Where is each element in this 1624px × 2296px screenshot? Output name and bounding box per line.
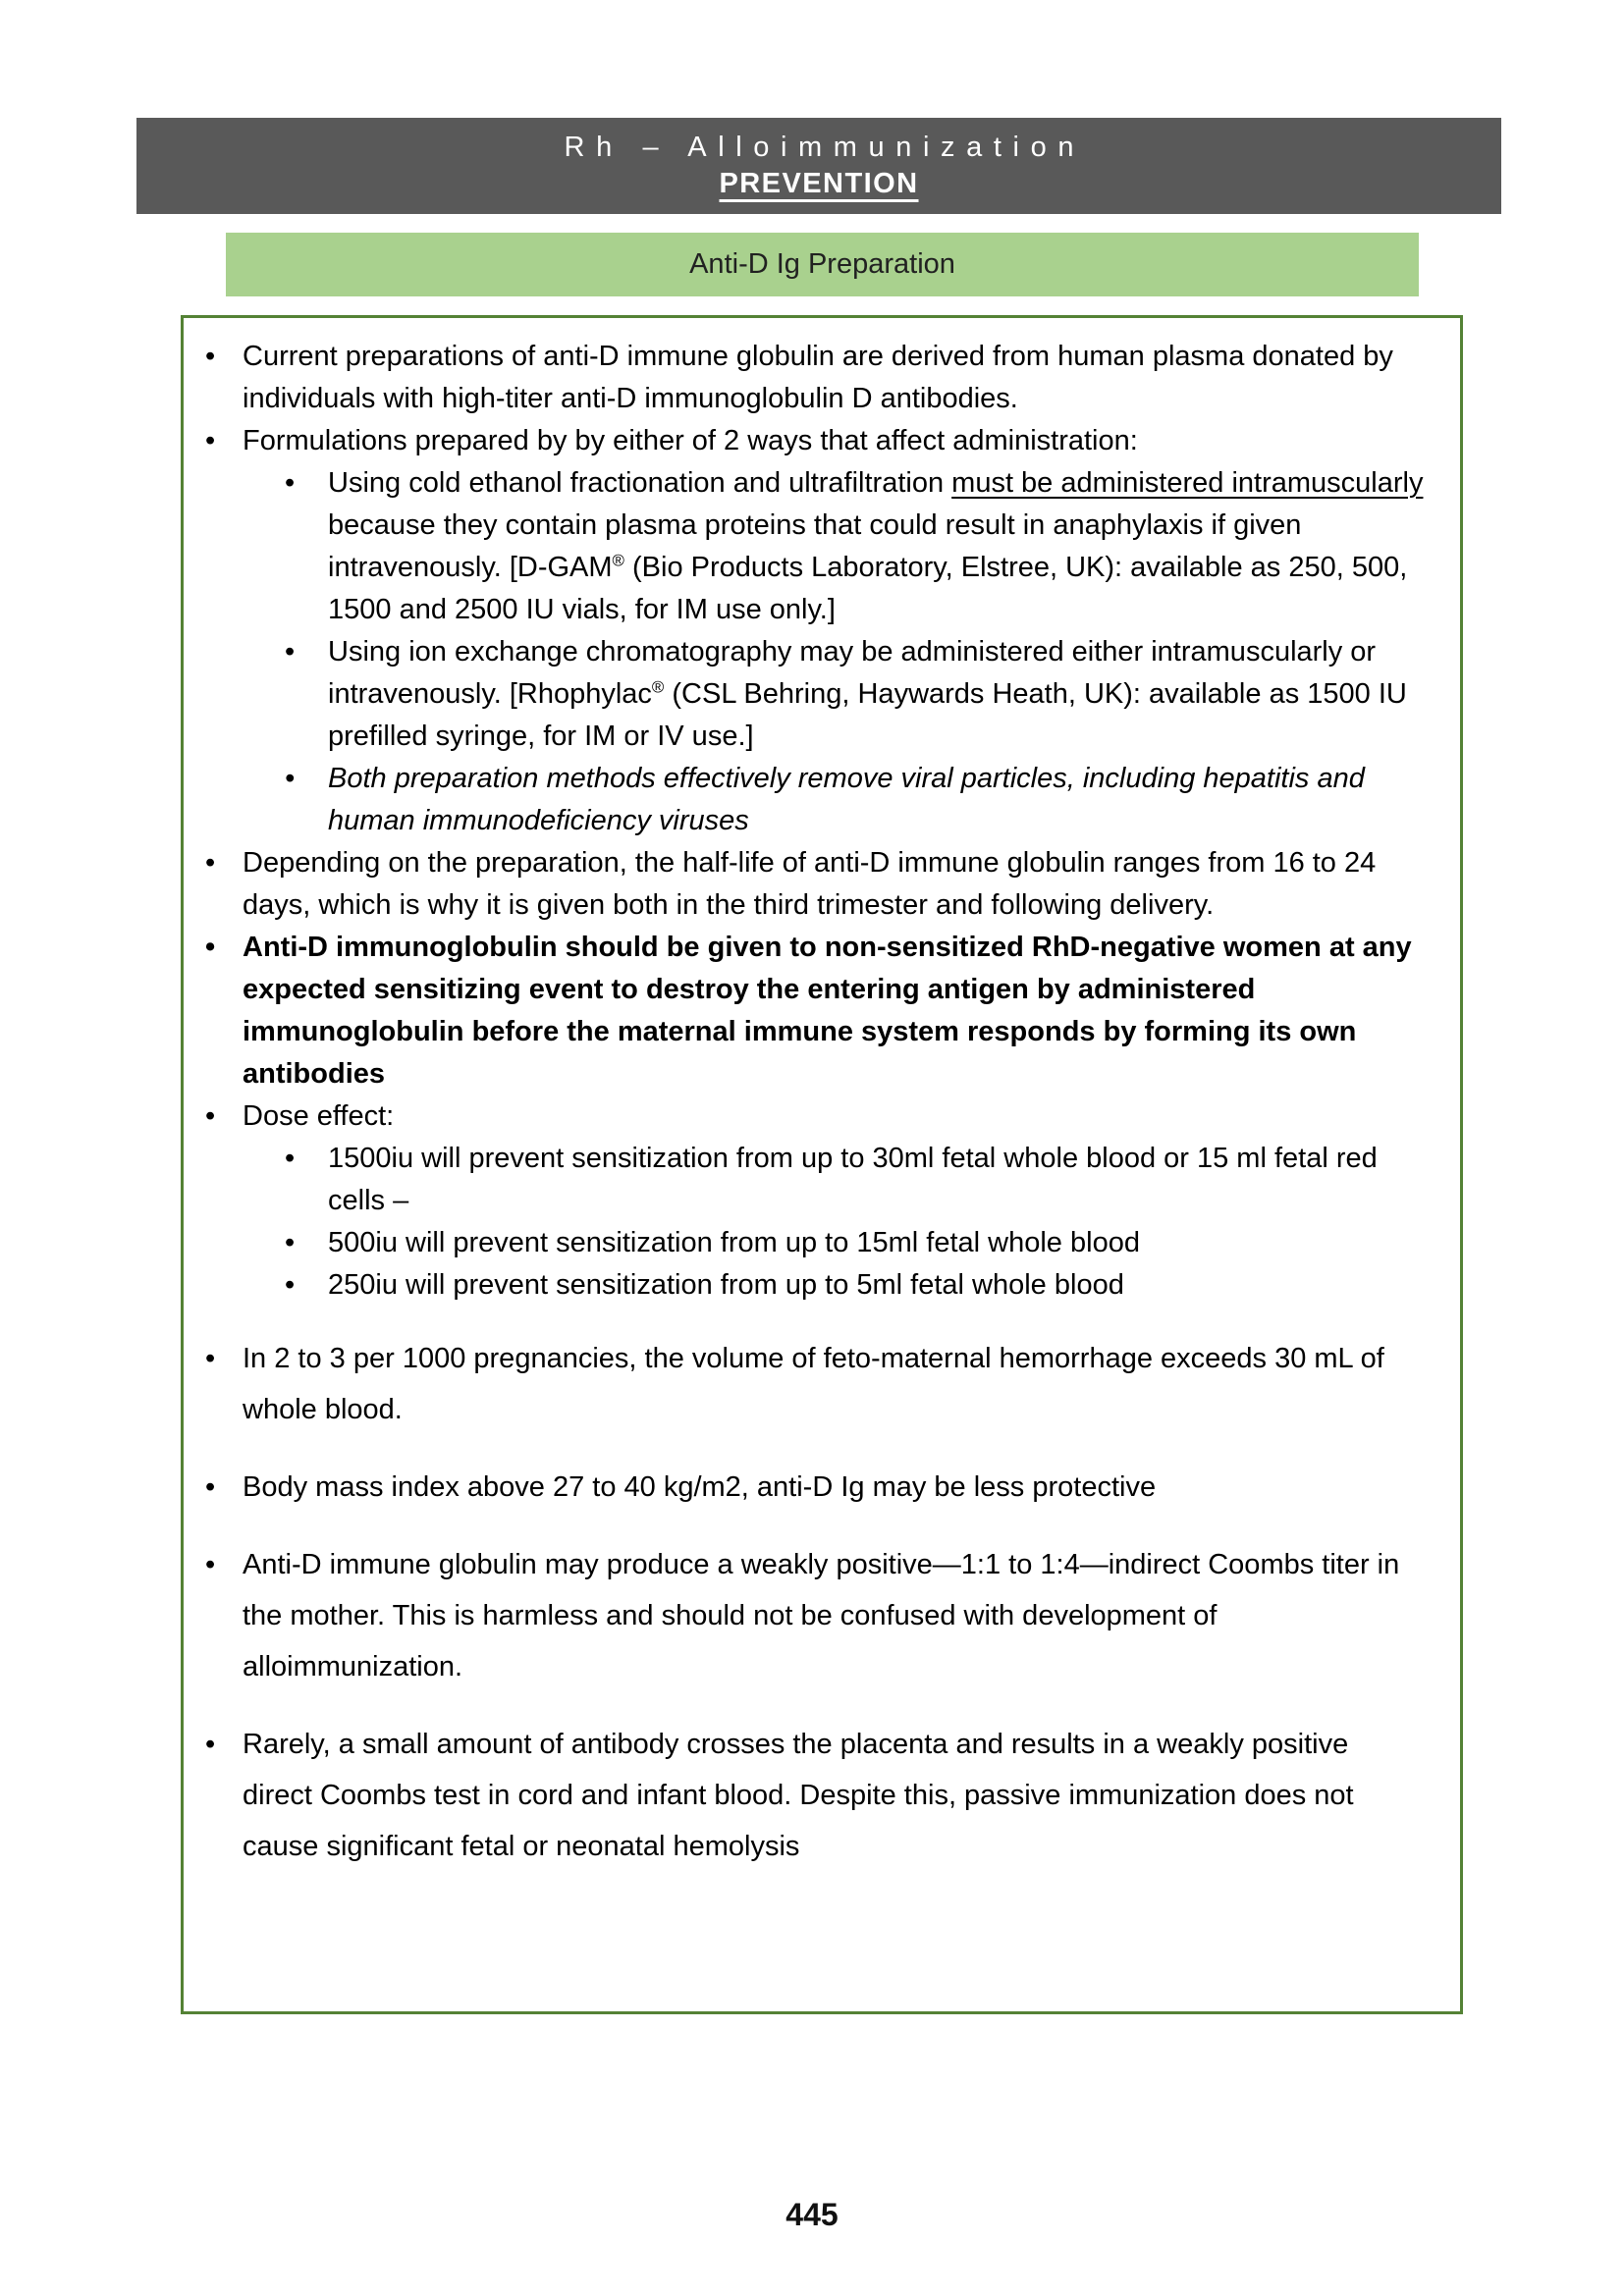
page-title: Rh – Alloimmunization [564,131,1086,163]
bullet-marker: • [285,763,296,794]
bullet-text: 500iu will prevent sensitization from up to 15ml fetal whole blood [328,1227,1140,1258]
bullet-text: Depending on the preparation, the half-life of anti-D immune globulin ranges from 16 to 24 days, which is why it is given both in the third trimester and following delivery. [243,847,1377,921]
page-number: 445 [785,2197,839,2232]
bullet-text: Current preparations of anti-D immune globulin are derived from human plasma donated by individuals with high-titer anti-D immunoglobulin D antibodies. [243,341,1393,414]
bullet-item [184,842,1460,927]
bullet-marker: • [285,1143,296,1174]
bullet-item [184,758,1460,842]
bullet-item [184,927,1460,1095]
bullet-text: Rarely, a small amount of antibody crosses the placenta and results in a weakly positive direct Coombs test in cord and infant blood. Despite this, passive immunization does not cause significant fetal or neonatal hemolysis [243,1729,1354,1862]
page-subtitle: PREVENTION [719,167,919,199]
bullet-text: Using cold ethanol fractionation and ultrafiltration must be administered intramuscularly because they contain plasma proteins that could result in anaphylaxis if given intravenously. [D-GAM® (Bio Products Laboratory, Elstree, UK): available as 250, 500, 1500 and 2500 IU vials, for IM use only.] [328,467,1424,625]
bullet-item [184,1539,1460,1692]
bullet-text: Formulations prepared by by either of 2 ways that affect administration: [243,425,1138,456]
bullet-item [184,1719,1460,1872]
bullet-item [184,1095,1460,1138]
bullet-marker: • [285,467,296,499]
bullet-marker: • [285,1269,296,1301]
content-box [181,315,1463,2014]
bullet-item [184,1264,1460,1307]
header-banner [136,118,1501,214]
bullet-marker: • [205,1549,216,1580]
section-banner [226,233,1419,296]
bullet-marker: • [205,932,216,963]
bullet-text: 1500iu will prevent sensitization from up to 30ml fetal whole blood or 15 ml fetal red cells – [328,1143,1378,1216]
bullet-item [184,462,1460,631]
bullet-text: 250iu will prevent sensitization from up to 5ml fetal whole blood [328,1269,1124,1301]
bullet-marker: • [285,1227,296,1258]
bullet-text: In 2 to 3 per 1000 pregnancies, the volume of feto-maternal hemorrhage exceeds 30 mL of whole blood. [243,1343,1384,1425]
bullet-list [184,336,1460,1872]
bullet-item [184,1138,1460,1222]
bullet-item [184,1333,1460,1435]
bullet-item [184,336,1460,420]
bullet-marker: • [205,847,216,879]
bullet-text: Dose effect: [243,1100,395,1132]
bullet-item [184,631,1460,758]
bullet-text: Anti-D immunoglobulin should be given to non-sensitized RhD-negative women at any expected sensitizing event to destroy the entering antigen by administered immunoglobulin before the maternal immune system responds by forming its own antibodies [243,932,1412,1090]
bullet-item [184,420,1460,462]
bullet-marker: • [205,425,216,456]
section-title: Anti-D Ig Preparation [689,248,955,280]
bullet-marker: • [205,1343,216,1374]
bullet-marker: • [205,1100,216,1132]
bullet-item [184,1222,1460,1264]
bullet-marker: • [205,341,216,372]
bullet-text: Body mass index above 27 to 40 kg/m2, anti-D Ig may be less protective [243,1471,1157,1503]
bullet-text: Both preparation methods effectively remove viral particles, including hepatitis and human immunodeficiency viruses [328,763,1365,836]
bullet-marker: • [205,1471,216,1503]
bullet-marker: • [205,1729,216,1760]
bullet-marker: • [285,636,296,667]
bullet-text: Using ion exchange chromatography may be administered either intramuscularly or intravenously. [Rhophylac® (CSL Behring, Haywards Heath, UK): available as 1500 IU prefilled syringe, for IM or IV use.] [328,636,1407,752]
bullet-text: Anti-D immune globulin may produce a weakly positive—1:1 to 1:4—indirect Coombs titer in the mother. This is harmless and should not be confused with development of alloimmunization. [243,1549,1400,1682]
bullet-item [184,1462,1460,1513]
